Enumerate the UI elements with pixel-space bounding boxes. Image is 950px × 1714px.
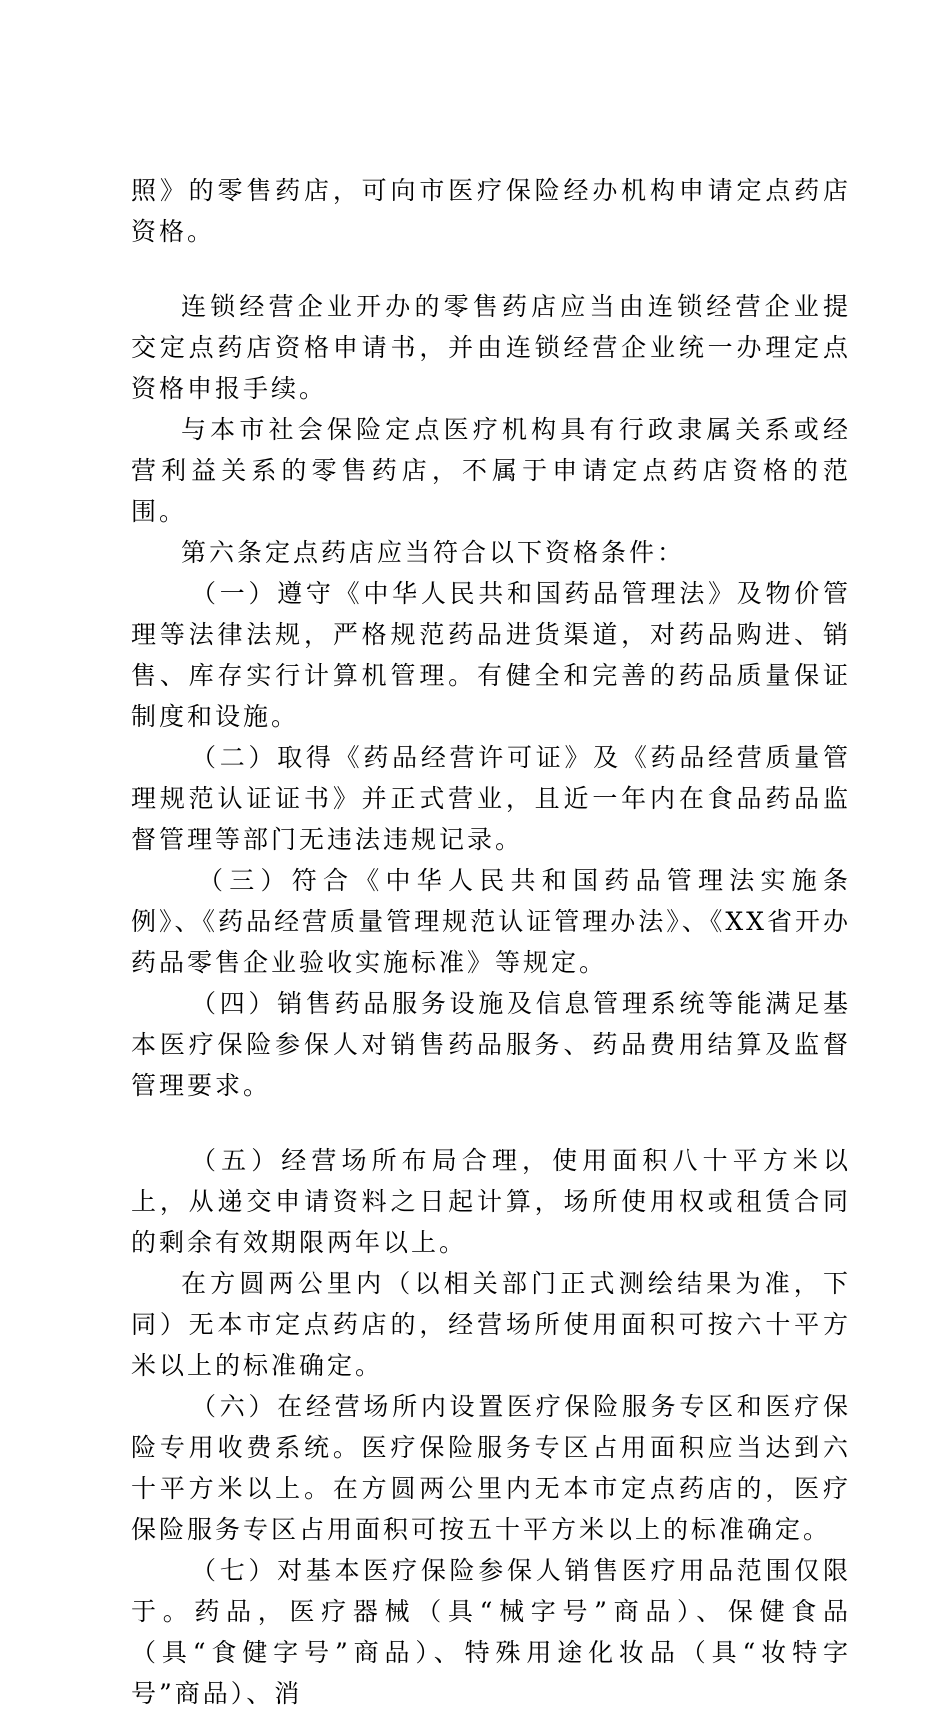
paragraph-9: （五）经营场所布局合理，使用面积八十平方米以上，从递交申请资料之日起计算，场所使用权或租赁合同的剩余有效期限两年以上。 [131,1146,851,1257]
paragraph-5: （一）遵守《中华人民共和国药品管理法》及物价管理等法律法规，严格规范药品进货渠道，对药品购进、销售、库存实行计算机管理。有健全和完善的药品质量保证制度和设施。 [131,579,851,731]
paragraph-2: 连锁经营企业开办的零售药店应当由连锁经营企业提交定点药店资格申请书，并由连锁经营企业统一办理定点资格申报手续。 [131,292,851,403]
paragraph-4: 第六条定点药店应当符合以下资格条件： [181,538,686,567]
paragraph-12: （七）对基本医疗保险参保人销售医疗用品范围仅限于。药品，医疗器械（具“械字号”商品）、保健食品（具“食健字号”商品）、特殊用途化妆品（具“妆特字号”商品）、消 [131,1556,851,1708]
paragraph-7: （三）符合《中华人民共和国药品管理法实施条例》、《药品经营质量管理规范认证管理办法》、《XX省开办药品零售企业验收实施标准》等规定。 [131,866,851,977]
paragraph-8: （四）销售药品服务设施及信息管理系统等能满足基本医疗保险参保人对销售药品服务、药品费用结算及监督管理要求。 [131,989,851,1100]
paragraph-6: （二）取得《药品经营许可证》及《药品经营质量管理规范认证证书》并正式营业，且近一年内在食品药品监督管理等部门无违法违规记录。 [131,743,851,854]
paragraph-1: 照》的零售药店，可向市医疗保险经办机构申请定点药店资格。 [131,176,851,246]
paragraph-3: 与本市社会保险定点医疗机构具有行政隶属关系或经营利益关系的零售药店，不属于申请定点药店资格的范围。 [131,415,851,526]
document-body [131,170,851,1714]
paragraph-11: （六）在经营场所内设置医疗保险服务专区和医疗保险专用收费系统。医疗保险服务专区占用面积应当达到六十平方米以上。在方圆两公里内无本市定点药店的，医疗保险服务专区占用面积可按五十平方米以上的标准确定。 [131,1392,851,1544]
paragraph-10: 在方圆两公里内（以相关部门正式测绘结果为准，下同）无本市定点药店的，经营场所使用面积可按六十平方米以上的标准确定。 [131,1269,851,1380]
